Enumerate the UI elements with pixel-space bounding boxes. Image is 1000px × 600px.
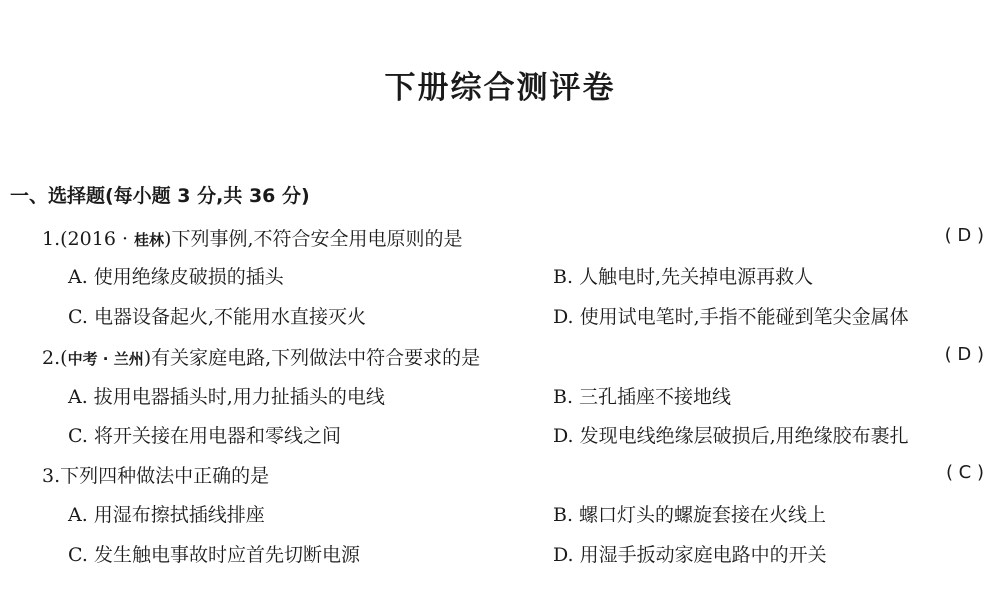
- question-1: [42, 224, 463, 251]
- question-number: 1.: [42, 228, 61, 250]
- question-source-city: 中考 · 兰州: [67, 350, 144, 368]
- question-source-close: ): [164, 228, 172, 250]
- option-2b: B. 三孔插座不接地线: [553, 386, 732, 408]
- question-2: [42, 343, 480, 370]
- question-text: 下列事例,不符合安全用电原则的是: [171, 228, 463, 250]
- answer-1: ( D ): [944, 225, 984, 246]
- question-source-open: (2016 ·: [60, 228, 135, 250]
- question-3: [42, 461, 269, 488]
- option-1a: A. 使用绝缘皮破损的插头: [68, 266, 284, 288]
- question-source-city: 桂林: [134, 231, 165, 249]
- answer-2: ( D ): [944, 344, 984, 365]
- question-number: 2.: [42, 347, 61, 369]
- section-heading: 一、选择题(每小题 3 分,共 36 分): [10, 185, 310, 207]
- option-1b: B. 人触电时,先关掉电源再救人: [553, 266, 814, 288]
- option-3b: B. 螺口灯头的螺旋套接在火线上: [553, 504, 827, 526]
- option-3d: D. 用湿手扳动家庭电路中的开关: [553, 544, 827, 566]
- option-1c: C. 电器设备起火,不能用水直接灭火: [68, 306, 366, 328]
- option-3a: A. 用湿布擦拭插线排座: [68, 504, 265, 526]
- option-3c: C. 发生触电事故时应首先切断电源: [68, 544, 360, 566]
- option-2d: D. 发现电线绝缘层破损后,用绝缘胶布裹扎: [553, 425, 909, 447]
- question-source-close: ): [143, 347, 152, 369]
- question-number: 3.: [42, 465, 61, 487]
- option-2c: C. 将开关接在用电器和零线之间: [68, 425, 341, 447]
- question-source-open: (: [60, 347, 68, 369]
- question-text: 下列四种做法中正确的是: [60, 465, 270, 487]
- question-text: 有关家庭电路,下列做法中符合要求的是: [151, 347, 481, 369]
- page-title: 下册综合测评卷: [384, 70, 616, 106]
- option-1d: D. 使用试电笔时,手指不能碰到笔尖金属体: [553, 306, 909, 328]
- answer-3: ( C ): [945, 462, 984, 483]
- option-2a: A. 拔用电器插头时,用力扯插头的电线: [68, 386, 385, 408]
